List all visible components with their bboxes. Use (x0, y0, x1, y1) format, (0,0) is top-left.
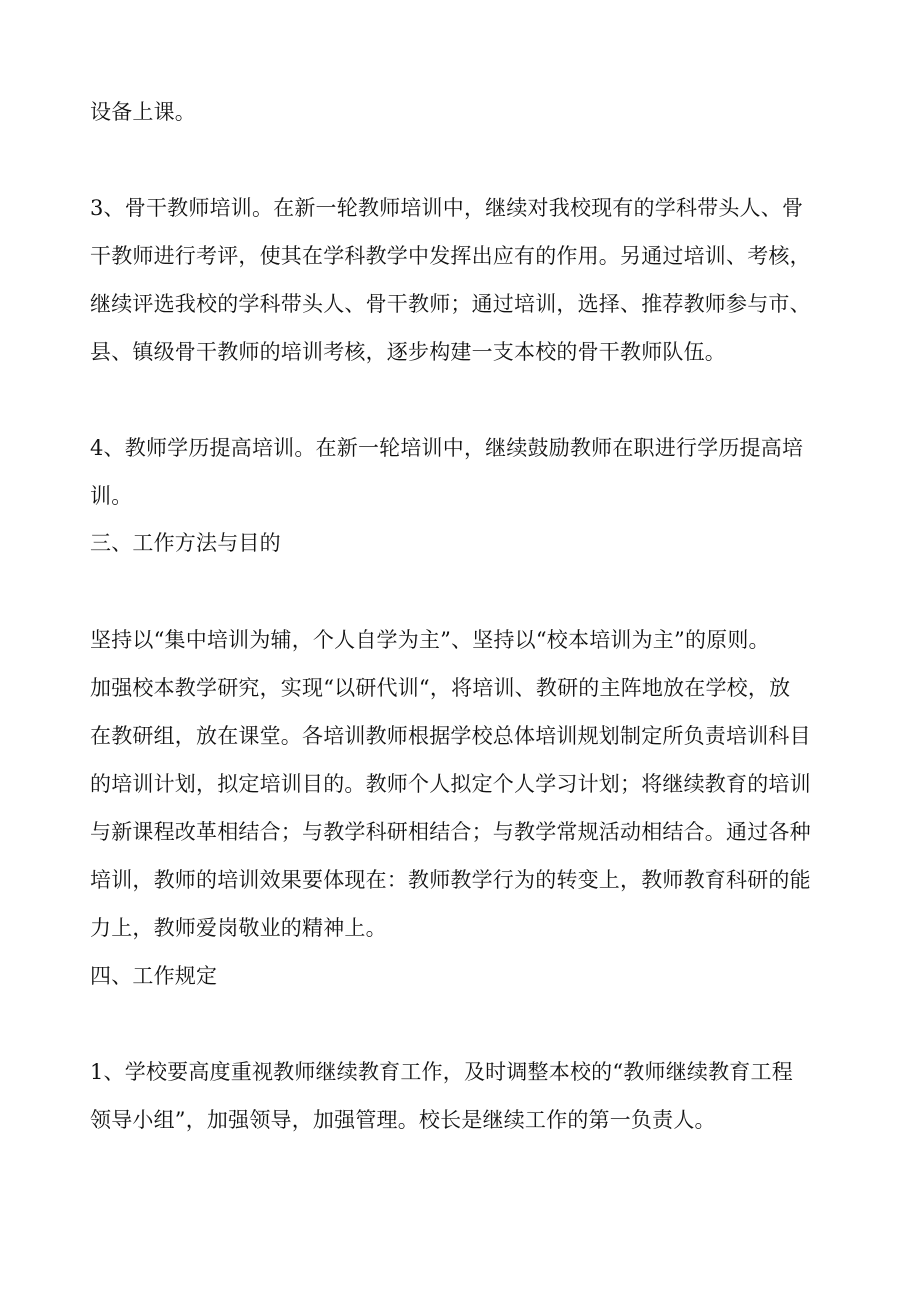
text-line: 与新课程改革相结合；与教学科研相结合；与教学常规活动相结合。通过各种 (90, 820, 811, 844)
text-line: 在教研组，放在课堂。各培训教师根据学校总体培训规划制定所负责培训科目 (90, 724, 811, 748)
text-line: 干教师进行考评，使其在学科教学中发挥出应有的作用。另通过培训、考核， (90, 244, 811, 268)
text-line: 领导小组”，加强领导，加强管理。校长是继续工作的第一负责人。 (90, 1108, 716, 1132)
text-line: 力上，教师爱岗敬业的精神上。 (90, 916, 387, 940)
text-line: 坚持以“集中培训为辅，个人自学为主”、坚持以“校本培训为主”的原则。 (90, 628, 770, 652)
text-line: 训。 (90, 484, 133, 508)
text-line: 加强校本教学研究，实现“以研代训“，将培训、教研的主阵地放在学校，放 (90, 676, 791, 700)
text-line: 3、骨干教师培训。在新一轮教师培训中，继续对我校现有的学科带头人、骨 (90, 196, 804, 220)
section-heading: 四、工作规定 (90, 964, 218, 988)
text-line: 1、学校要高度重视教师继续教育工作，及时调整本校的“教师继续教育工程 (90, 1060, 793, 1084)
text-line: 4、教师学历提高培训。在新一轮培训中，继续鼓励教师在职进行学历提高培 (90, 436, 804, 460)
text-line: 设备上课。 (90, 100, 196, 124)
section-heading: 三、工作方法与目的 (90, 531, 281, 555)
text-line: 培训，教师的培训效果要体现在：教师教学行为的转变上，教师教育科研的能 (90, 868, 811, 892)
text-line: 县、镇级骨干教师的培训考核，逐步构建一支本校的骨干教师队伍。 (90, 340, 726, 364)
text-line: 继续评选我校的学科带头人、骨干教师；通过培训，选择、推荐教师参与市、 (90, 292, 811, 316)
text-line: 的培训计划，拟定培训目的。教师个人拟定个人学习计划；将继续教育的培训 (90, 772, 811, 796)
